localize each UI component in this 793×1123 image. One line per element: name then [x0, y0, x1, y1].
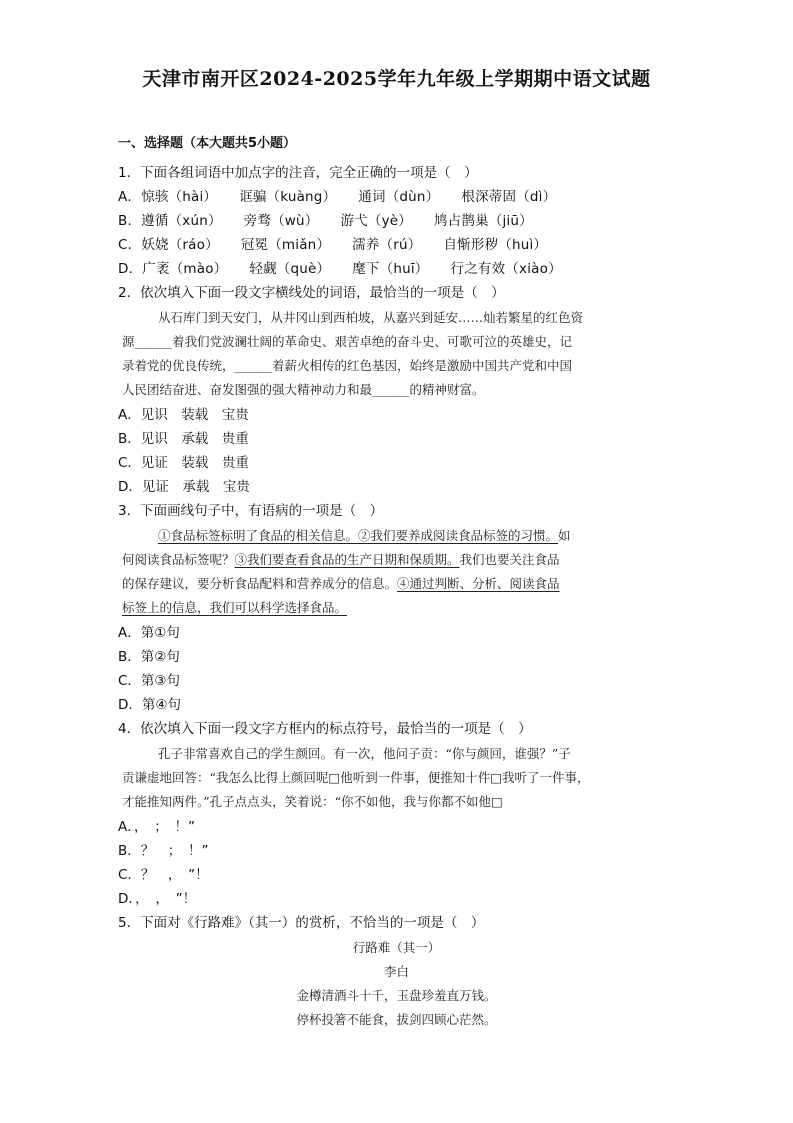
q2-option-c[interactable]: C．见证 装载 贵重: [118, 455, 249, 471]
q4-option-c[interactable]: C．？ ， ”！: [118, 867, 209, 883]
question-4-stem: 4．依次填入下面一段文字方框内的标点符号，最恰当的一项是（ ）: [118, 721, 532, 737]
question-5-stem: 5．下面对《行路难》（其一）的赏析，不恰当的一项是（ ）: [118, 915, 485, 931]
q3-line-2-head: 何阅读食品标签呢？: [122, 552, 235, 567]
q1-a-word-3: 通词（dùn）: [358, 189, 440, 205]
q3-option-c[interactable]: C．第③句: [118, 673, 181, 689]
q1-b-word-2: 旁骛（wù）: [243, 213, 319, 229]
q1-a-word-4: 根深蒂固（dì）: [461, 189, 557, 205]
q2-passage-text-1: 从石库门到天安门，从井冈山到西柏坡，从嘉兴到延安……灿若繁星的红色资: [158, 310, 584, 325]
q1-option-a[interactable]: [118, 188, 556, 206]
q3-sentence-1: ①食品标签标明了食品的相关信息。: [158, 528, 359, 543]
q3-option-d[interactable]: D．第④句: [118, 697, 181, 713]
q3-line-2-tail: 我们也要关注食品: [459, 552, 560, 567]
q2-option-d[interactable]: D．见证 承载 宝贵: [118, 479, 250, 495]
poem-line-1: 金樽清酒斗十千，玉盘珍羞直万钱。: [296, 988, 497, 1003]
q3-passage-line-4: [122, 599, 347, 617]
q3-sentence-4-part-1: ④通过判断、分析、阅读食品: [397, 576, 560, 591]
question-3-stem: 3．下面画线句子中，有语病的一项是（ ）: [118, 503, 384, 519]
q3-option-b[interactable]: B．第②句: [118, 649, 180, 665]
section-heading: 一、选择题（本大题共5小题）: [118, 136, 297, 151]
q3-sentence-3: ③我们要查看食品的生产日期和保质期。: [234, 552, 460, 567]
page-title: 天津市南开区2024-2025学年九年级上学期期中语文试题: [142, 68, 651, 90]
question-2-stem: 2．依次填入下面一段文字横线处的词语，最恰当的一项是（ ）: [118, 285, 505, 301]
q1-b-word-4: 鸠占鹊巢（jiū）: [433, 213, 533, 229]
q2-passage-line-3: 录着党的优良传统，______着薪火相传的红色基因，始终是激励中国共产党和中国: [122, 358, 573, 373]
q3-sentence-2: ②我们要养成阅读食品标签的习惯。: [358, 528, 559, 543]
q4-option-d[interactable]: D．， ， ”！: [118, 891, 197, 907]
q4-option-b[interactable]: B．？ ； ！”: [118, 843, 209, 859]
q1-c-word-1: C．妖娆（ráo）: [118, 237, 219, 253]
q4-passage-line-3: 才能推知两件。”孔子点点头，笑着说：“你不如他，我与你都不如他□: [122, 794, 503, 809]
q2-passage-line-1: [122, 309, 583, 327]
q1-c-word-2: 冠冕（miǎn）: [240, 237, 331, 253]
q3-sentence-4-part-2: 标签上的信息，我们可以科学选择食品。: [122, 600, 348, 615]
poem-title: 行路难（其一）: [352, 940, 441, 955]
q1-c-word-3: 濡养（rú）: [352, 237, 422, 253]
q1-b-word-1: B．遵循（xún）: [118, 213, 222, 229]
q2-option-b[interactable]: B．见识 承载 贵重: [118, 431, 249, 447]
q3-line-3-head: 的保存建议，要分析食品配料和营养成分的信息。: [122, 576, 398, 591]
q2-passage-line-4: 人民团结奋进、奋发图强的强大精神动力和最______的精神财富。: [122, 382, 485, 397]
q1-d-word-4: 行之有效（xiào）: [450, 261, 562, 277]
q4-passage-line-1: [122, 745, 571, 763]
q1-b-word-3: 游弋（yè）: [340, 213, 412, 229]
q1-d-word-2: 轻觑（què）: [249, 261, 331, 277]
q1-option-c[interactable]: [118, 236, 547, 254]
q2-option-a[interactable]: A．见识 装载 宝贵: [118, 407, 249, 423]
q3-passage-line-2: [122, 551, 560, 569]
q1-a-word-2: 诓骗（kuàng）: [239, 189, 337, 205]
q1-d-word-3: 麾下（huī）: [352, 261, 429, 277]
q1-option-b[interactable]: [118, 212, 533, 230]
q4-passage-line-2: 贡谦虚地回答：“我怎么比得上颜回呢□他听到一件事，便推知十件□我听了一件事，: [122, 770, 590, 785]
q3-option-a[interactable]: A．第①句: [118, 625, 180, 641]
q1-a-word-1: A．惊骇（hài）: [118, 189, 218, 205]
q3-passage-line-3: [122, 575, 560, 593]
q1-option-d[interactable]: [118, 260, 562, 278]
q3-line-1-tail: 如: [558, 528, 571, 543]
poem-line-2: 停杯投箸不能食，拔剑四顾心茫然。: [296, 1012, 497, 1027]
question-1-stem: 1．下面各组词语中加点字的注音，完全正确的一项是（ ）: [118, 165, 478, 181]
q1-c-word-4: 自惭形秽（huì）: [443, 237, 548, 253]
q1-d-word-1: D．广袤（mào）: [118, 261, 228, 277]
q4-option-a[interactable]: A．， ； ！”: [118, 819, 195, 835]
q2-passage-line-2: 源______着我们党波澜壮阔的革命史、艰苦卓绝的奋斗史、可歌可泣的英雄史，记: [122, 334, 573, 349]
q3-passage-line-1: [122, 527, 571, 545]
q4-passage-text-1: 孔子非常喜欢自己的学生颜回。有一次，他问子贡：“你与颜回，谁强？”子: [158, 746, 571, 761]
poem-author: 李白: [383, 964, 409, 979]
